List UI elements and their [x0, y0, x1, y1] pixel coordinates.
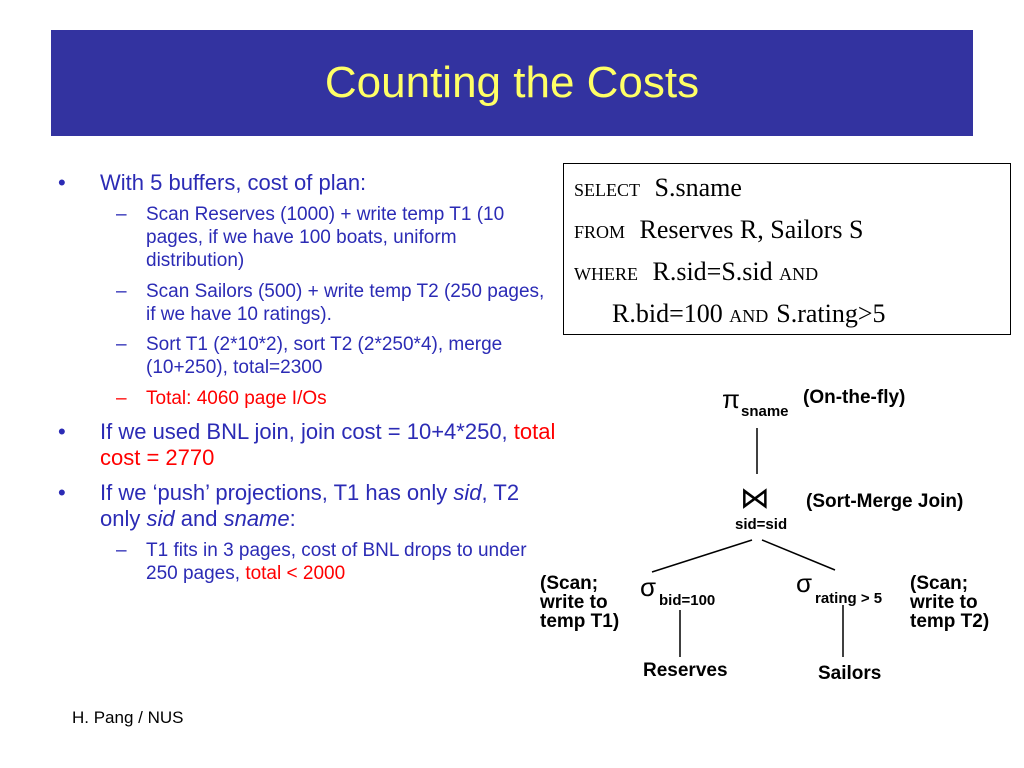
bullet-marker: •	[58, 418, 66, 444]
sql-keyword: WHERE	[574, 264, 638, 284]
selection-condition-left: bid=100	[659, 592, 716, 609]
edge-join-left-select	[652, 540, 752, 572]
highlight-text: total cost = 2770	[100, 418, 556, 471]
sub-bullet-text: Sort T1 (2*10*2), sort T2 (2*250*4), merge (10+250), total=2300	[146, 334, 503, 379]
bullet-text: If we used BNL join, join cost = 10+4*250,	[100, 418, 508, 444]
selection-condition-right: rating > 5	[815, 590, 883, 607]
sql-value: R.sid=S.sid	[652, 257, 773, 286]
right-note-line-3: temp T2)	[910, 611, 990, 632]
slide-title: Counting the Costs	[324, 58, 700, 107]
sql-value: Reserves R, Sailors S	[639, 215, 864, 244]
sql-keyword: SELECT	[574, 180, 640, 200]
left-note-line-3: temp T1)	[540, 611, 620, 632]
left-note-line-1: (Scan;	[540, 573, 599, 594]
bullet-text: If we ‘push’ projections, T1 has only	[100, 479, 448, 505]
leaf-reserves: Reserves	[643, 660, 728, 681]
dash-marker: –	[116, 204, 127, 226]
italic-term: sid	[453, 479, 482, 505]
bullet-text: , T2 only	[100, 479, 520, 531]
selection-symbol-left: σ	[640, 572, 657, 602]
sql-keyword: AND	[729, 306, 769, 326]
sql-value: S.rating>5	[776, 299, 886, 328]
sub-bullet-text: T1 fits in 3 pages, cost of BNL drops to under 250 pages,	[146, 540, 527, 585]
right-note-line-1: (Scan;	[910, 573, 969, 594]
left-note-line-2: write to	[540, 592, 608, 613]
italic-term: sid	[146, 505, 175, 531]
join-symbol: ⋈	[740, 482, 770, 515]
join-condition: sid=sid	[735, 516, 788, 533]
bullet-text: :	[289, 505, 296, 531]
edge-join-right-select	[762, 540, 835, 570]
sub-bullet-text: Scan Sailors (500) + write temp T2 (250 pages, if we have 10 ratings).	[146, 280, 545, 325]
projection-attribute: sname	[741, 403, 789, 420]
footer-credit: H. Pang / NUS	[72, 708, 184, 727]
sql-value: S.sname	[654, 173, 742, 202]
bullet-marker: •	[58, 479, 66, 505]
right-note-line-2: write to	[910, 592, 978, 613]
dash-marker: –	[116, 540, 127, 562]
sub-bullet-text: Scan Reserves (1000) + write temp T1 (10 pages, if we have 100 boats, uniform distribution)	[146, 204, 505, 271]
sql-value: R.bid=100	[612, 299, 723, 328]
selection-symbol-right: σ	[796, 568, 813, 598]
sql-keyword: FROM	[574, 222, 626, 242]
sql-keyword: AND	[779, 264, 819, 284]
join-note: (Sort-Merge Join)	[806, 491, 964, 512]
bullet-marker: •	[58, 170, 66, 195]
projection-symbol: π	[722, 384, 740, 414]
bullet-text: With 5 buffers, cost of plan:	[100, 170, 367, 195]
bullet-text: and	[180, 505, 218, 531]
leaf-sailors: Sailors	[818, 663, 882, 684]
projection-note: (On-the-fly)	[803, 387, 906, 408]
sub-bullet-text: Total: 4060 page I/Os	[146, 387, 327, 409]
highlight-text: total < 2000	[245, 563, 346, 585]
dash-marker: –	[116, 387, 127, 409]
dash-marker: –	[116, 334, 127, 356]
dash-marker: –	[116, 280, 127, 302]
italic-term: sname	[223, 505, 290, 531]
